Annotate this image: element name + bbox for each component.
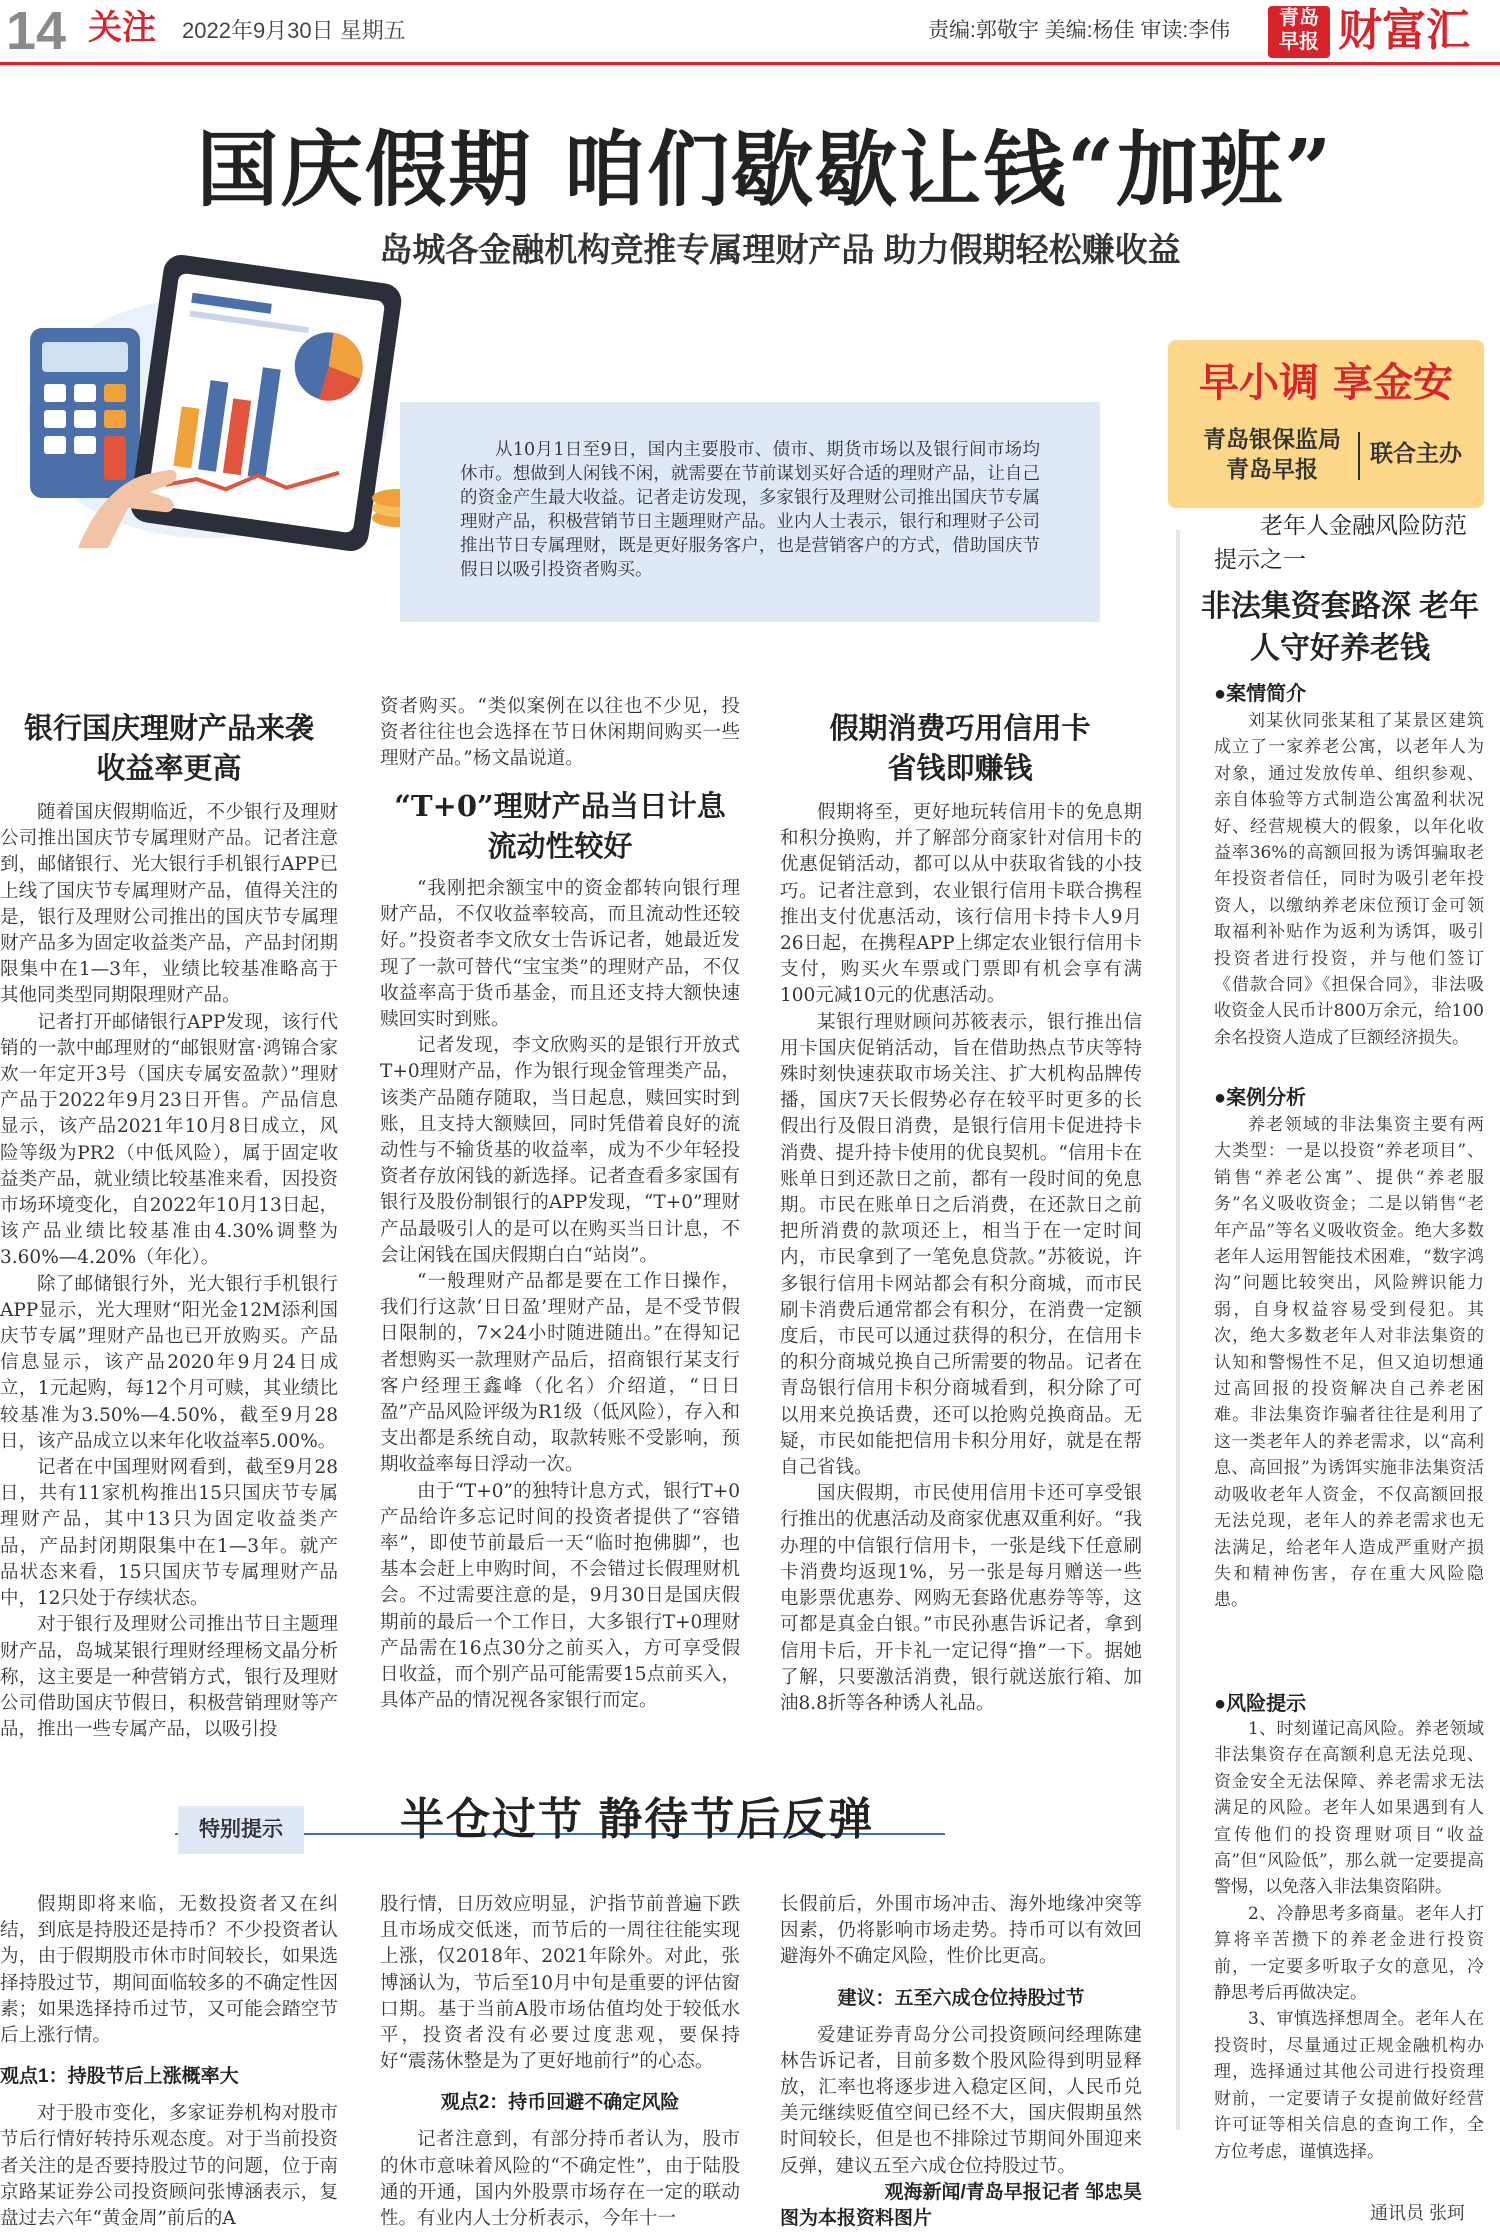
logo-top: 青岛 — [1279, 7, 1319, 29]
col2-paragraph: “我刚把余额宝中的资金都转向银行理财产品，不仅收益率较高，而且流动性还较好。”投资者李文欣女士告诉记者，她最近发现了一款可替代“宝宝类”的理财产品，不仅收益率高于货币基金，而且还支持大额快速赎回实时到账。 — [380, 878, 740, 1031]
organizer-2: 青岛早报 — [1226, 456, 1318, 482]
view1-title: 观点1：持股节后上涨概率大 — [0, 2066, 239, 2088]
banner-title: 半仓过节 静待节后反弹 — [400, 1795, 875, 1844]
col2-body-intro — [380, 694, 740, 773]
advice-title: 建议：五至六成仓位持股过节 — [837, 1987, 1085, 2009]
view2-text: 记者注意到，有部分持币者认为，股市的休市意味着风险的“不确定性”，由于陆股通的开通，国内外股票市场存在一定的联动性。有业内人士分析表示，今年十一 — [380, 2129, 740, 2230]
organizer-divider — [1358, 432, 1360, 480]
main-headline: 国庆假期 咱们歇歇让钱“加班” — [196, 122, 1334, 218]
col2-paragraph: “一般理财产品都是要在工作日操作，我们行这款‘日日盈’理财产品，是不受节假日限制的，7×24小时随进随出。”在得知记者想购买一款理财产品后，招商银行某支行客户经理王鑫峰（化名）介绍道，“日日盈”产品风险评级为R1级（低风险），存入和支出都是系统自动，取款转账不受影响，预期收益率每日浮动一次。 — [380, 1271, 740, 1476]
col3-body — [780, 800, 1142, 1717]
page-header — [0, 0, 1500, 62]
main-subtitle: 岛城各金融机构竞推专属理财产品 助力假期轻松赚收益 — [379, 231, 1181, 268]
section-name: 关注 — [88, 9, 156, 47]
tips-list — [1214, 1716, 1484, 2165]
bottom-col1 — [0, 1892, 338, 2232]
col2-body — [380, 876, 740, 1715]
side-slogan: 早小调 享金安 — [1199, 359, 1453, 406]
analysis-text: 养老领域的非法集资主要有两大类型：一是以投资“养老项目”、销售“养老公寓”、提供“养老服务”名义吸收资金；二是以销售“老年产品”等名义吸收资金。绝大多数老年人运用智能技术困难，“数字鸿沟”问题比较突出，风险辨识能力弱，自身权益容易受到侵犯。其次，绝大多数老年人对非法集资的认知和警惕性不足，但又迫切想通过高回报的投资解决自己养老困难。非法集资诈骗者往往是利用了这一类老年人的养老需求，以“高利息、高回报”为诱饵实施非法集资活动吸收老年人资金，不仅高额回报无法兑现，老年人的养老需求也无法满足，给老年人造成严重财产损失和精神伤害，存在重大风险隐患。 — [1214, 1115, 1484, 1611]
banner-tag: 特别提示 — [178, 1806, 304, 1854]
organizer-1: 青岛银保监局 — [1203, 426, 1341, 452]
col1-paragraph: 对于银行及理财公司推出节日主题理财产品，岛城某银行理财经理杨文晶分析称，这主要是一种营销方式，银行及理财公司借助国庆节假日，积极营销理财等产品，推出一些专属产品，以吸引投 — [0, 1614, 338, 1741]
lead-paragraph: 从10月1日至9日，国内主要股市、债市、期货市场以及银行间市场均休市。想做到人闲钱不闲，就需要在节前谋划买好合适的理财产品，让自己的资金产生最大收益。记者走访发现，多家银行及理财公司推出国庆节专属理财产品，积极营销节日主题理财产品。业内人士表示，银行和理财子公司推出节日专属理财，既是更好服务客户，也是营销客户的方式，借助国庆节假日以吸引投资者购买。 — [460, 440, 1040, 580]
side-organizers — [1192, 424, 1352, 484]
case-intro-label: ●案情简介 — [1214, 683, 1307, 705]
logo-bottom: 早报 — [1279, 31, 1319, 53]
tip-item: 1、时刻谨记高风险。养老领域非法集资存在高额利息无法兑现、资金安全无法保障、养老需求无法满足的风险。老年人如果遇到有人宣传他们的投资理财项目“收益高”但“风险低”，那么就一定要提高警惕，以免落入非法集资陷阱。 — [1214, 1719, 1484, 1898]
col3-paragraph: 某银行理财顾问苏筱表示，银行推出信用卡国庆促销活动，旨在借助热点节庆等特殊时刻快速获取市场关注、扩大机构品牌传播，国庆7天长假势必存在较平时更多的长假出行及假日消费，是银行信用卡促进持卡消费、提升持卡使用的优良契机。“信用卡在账单日到还款日之前，都有一段时间的免息期。市民在账单日之后消费，在还款日之前把所消费的款项还上，相当于在一定时间内，市民拿到了一笔免息贷款。”苏筱说，许多银行信用卡网站都会有积分商城，而市民刷卡消费后通常都会有积分，在消费一定额度后，市民可以通过获得的积分，在信用卡的积分商城兑换自己所需要的物品。记者在青岛银行信用卡积分商城看到，积分除了可以用来兑换话费，还可以抢购兑换商品。无疑，市民如能把信用卡积分用好，就是在帮自己省钱。 — [780, 1011, 1142, 1479]
col1-paragraph: 记者在中国理财网看到，截至9月28日，共有11家机构推出15只国庆节专属理财产品，其中13只为固定收益类产品，产品封闭期限集中在1—3年。就产品状态来看，15只国庆节专属理财产品中，12只处于存续状态。 — [0, 1457, 338, 1610]
tip-item: 2、冷静思考多商量。老年人打算将辛苦攒下的养老金进行投资前，一定要多听取子女的意见，冷静思考后再做决定。 — [1214, 1903, 1484, 2004]
issue-date: 2022年9月30日 星期五 — [182, 18, 406, 43]
calculator-icon — [30, 328, 140, 498]
photo-credit: 图为本报资料图片 — [780, 2207, 933, 2229]
col1-body — [0, 800, 338, 1743]
col2-title: “T+0”理财产品当日计息 流动性较好 — [394, 789, 726, 863]
column-brand: 财富汇 — [1338, 5, 1470, 56]
co-host-label: 联合主办 — [1370, 440, 1462, 466]
side-credit: 通讯员 张珂 — [1370, 2203, 1466, 2223]
page-number: 14 — [6, 1, 67, 61]
tip-item: 3、审慎选择想周全。老年人在投资时，尽量通过正规金融机构办理，选择通过其他公司进行投资理财前，一定要请子女提前做好经营许可证等相关信息的查询工作，全方位考虑，谨慎选择。 — [1214, 2009, 1484, 2162]
case-intro-text: 刘某伙同张某租了某景区建筑成立了一家养老公寓，以老年人为对象，通过发放传单、组织参观、亲自体验等方式制造公寓盈利状况好、经营规模大的假象，以年化收益率36%的高额回报为诱饵骗取老年投资者信任，同时为吸引老年投资人，以缴纳养老床位预订金可领取福利补贴作为返利为诱饵，吸引投资者进行投资，并与他们签订《借款合同》《担保合同》，非法吸收资金人民币计800万余元，给100余名投资人造成了巨额经济损失。 — [1214, 711, 1484, 1048]
newspaper-logo — [1268, 6, 1330, 58]
col1-paragraph: 记者打开邮储银行APP发现，该行代销的一款中邮理财的“邮银财富·鸿锦合家欢一年定开3号（国庆专属安盈款）”理财产品于2022年9月23日开售。产品信息显示，该产品2021年10月8日成立，风险等级为PR2（中低风险），属于固定收益类产品，就业绩比较基准来看，因投资市场环境变化，自2022年10月13日起，该产品业绩比较基准由4.30%调整为3.60%—4.20%（年化）。 — [0, 1011, 338, 1269]
col2-intro: 资者购买。“类似案例在以往也不少见，投资者往往也会选择在节日休闲期间购买一些理财产品。”杨文晶说道。 — [380, 696, 740, 770]
bottom-col3-intro: 长假前后，外围市场冲击、海外地缘冲突等因素，仍将影响市场走势。持币可以有效回避海外不确定风险，性价比更高。 — [780, 1894, 1142, 1968]
col1-title: 银行国庆理财产品来袭 收益率更高 — [23, 711, 314, 785]
col2-paragraph: 由于“T+0”的独特计息方式，银行T+0产品给许多忘记时间的投资者提供了“容错率”，即使节前最后一天“临时抱佛脚”，也基本会赶上申购时间，不会错过长假理财机会。不过需要注意的是，9月30日是国庆假期前的最后一个工作日，大多银行T+0理财产品需在16点30分之前买入，方可享受假日收益，而个别产品可能需要15点前买入，具体产品的情况视各家银行而定。 — [380, 1480, 740, 1712]
col1-paragraph: 随着国庆假期临近，不少银行及理财公司推出国庆节专属理财产品。记者注意到，邮储银行、光大银行手机银行APP已上线了国庆节专属理财产品，值得关注的是，银行及理财公司推出的国庆节专属理财产品多为固定收益类产品，产品封闭期限集中在1—3年，业绩比较基准略高于其他同类型同期限理财产品。 — [0, 802, 338, 1007]
view2-title: 观点2：持币回避不确定风险 — [440, 2092, 680, 2114]
bottom-col2 — [380, 1892, 740, 2232]
view1-text: 对于股市变化，多家证券机构对股市节后行情好转持乐观态度。对于当前投资者关注的是否要持股过节的问题，位于南京路某证券公司投资顾问张博涵表示，复盘过去六年“黄金周”前后的A — [0, 2103, 338, 2230]
bottom-paragraph: 假期即将来临，无数投资者又在纠结，到底是持股还是持币？不少投资者认为，由于假期股市休市时间较长，如果选择持股过节，期间面临较多的不确定性因素；如果选择持币过节，又可能会踏空节后上涨行情。 — [0, 1894, 338, 2047]
side-article-title: 非法集资套路深 老年人守好养老钱 — [1200, 590, 1480, 665]
col2-paragraph: 记者发现，李文欣购买的是银行开放式T+0理财产品，作为银行现金管理类产品，该类产品随存随取，当日起息，赎回实时到账，且支持大额赎回，同时凭借着良好的流动性与不输货基的收益率，成为不少年轻投资者存放闲钱的新选择。记者查看多家国有银行及股份制银行的APP发现，“T+0”理财产品最吸引人的是可以在购买当日计息，不会让闲钱在国庆假期白白“站岗”。 — [380, 1035, 740, 1266]
editors-line: 责编:郭敬宇 美编:杨佳 审读:李伟 — [928, 19, 1231, 42]
col3-title: 假期消费巧用信用卡 省钱即赚钱 — [829, 711, 1091, 785]
col1-paragraph: 除了邮储银行外，光大银行手机银行APP显示，光大理财“阳光金12M添利国庆节专属”理财产品也已开放购买。产品信息显示，该产品2020年9月24日成立，1元起购，每12个月可赎，其业绩比较基准为3.50%—4.50%，截至9月28日，该产品成立以来年化收益率5.00%。 — [0, 1273, 338, 1452]
side-column-rule — [1176, 530, 1180, 2130]
col3-paragraph: 国庆假期，市民使用信用卡还可享受银行推出的优惠活动及商家优惠双重利好。“我办理的中信银行信用卡，一张是线下任意刷卡消费均返现1%，另一张是每月赠送一些电影票优惠券、网购无套路优惠券等等，这可都是真金白银。”市民孙惠告诉记者，拿到信用卡后，开卡礼一定记得“撸”一下。据她了解，只要激活消费，银行就送旅行箱、加油8.8折等各种诱人礼品。 — [780, 1483, 1142, 1714]
advice-text: 爱建证券青岛分公司投资顾问经理陈建林告诉记者，目前多数个股风险得到明显释放，汇率也将逐步进入稳定区间，人民币兑美元继续贬值空间已经不大，国庆假期虽然时间较长，但是也不排除过节期间外围迎来反弹，建议五至六成仓位持股过节。 — [780, 2024, 1142, 2177]
reporter-byline: 观海新闻/青岛早报记者 邹忠昊 — [884, 2181, 1142, 2203]
finance-illustration — [18, 248, 438, 558]
side-series-label: 老年人金融风险防范提示之一 — [1214, 512, 1467, 572]
header-rule — [0, 62, 1500, 65]
col3-paragraph: 假期将至，更好地玩转信用卡的免息期和积分换购，并了解部分商家针对信用卡的优惠促销活动，都可以从中获取省钱的小技巧。记者注意到，农业银行信用卡联合携程推出支付优惠活动，该行信用卡持卡人9月26日起，在携程APP上绑定农业银行信用卡支付，购买火车票或门票即有机会享有满100元减10元的优惠活动。 — [780, 802, 1142, 1007]
analysis-label: ●案例分析 — [1214, 1087, 1307, 1109]
bottom-col2-intro: 股行情，日历效应明显，沪指节前普遍下跌且市场成交低迷，而节后的一周往往能实现上涨，仅2018年、2021年除外。对此，张博涵认为，节后至10月中旬是重要的评估窗口期。基于当前A股市场估值均处于较低水平，投资者没有必要过度悲观，要保持好“震荡休整是为了更好地前行”的心态。 — [380, 1894, 740, 2073]
bottom-col3 — [780, 1892, 1142, 2232]
tips-label: ●风险提示 — [1214, 1693, 1307, 1715]
